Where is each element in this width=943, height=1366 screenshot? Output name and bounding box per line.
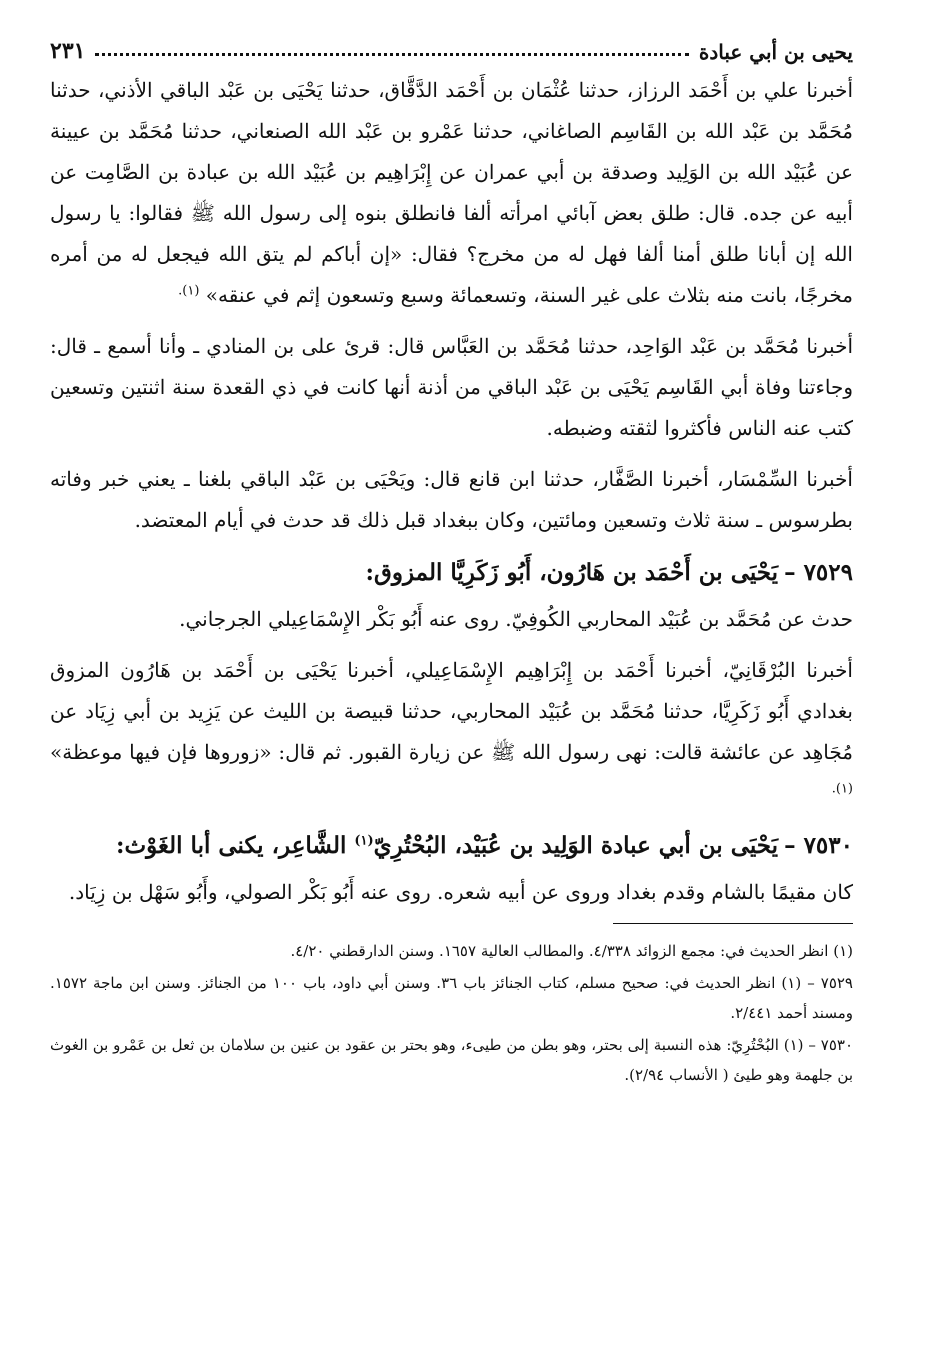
footnote-2: ٧٥٢٩ – (١) انظر الحديث في: صحيح مسلم، كتاب الجنائز باب ٣٦. وسنن أبي داود، باب ١٠٠ من الجنائز. وسنن ابن ماجة ١٥٧٢. ومسند أحمد ٢/٤٤١. <box>50 974 853 1022</box>
paragraph-1-text: أخبرنا علي بن أَحْمَد الرزاز، حدثنا عُثْمَان بن أَحْمَد الدَّقَّاق، حدثنا يَحْيَى بن عَبْد الباقي الأذني، حدثنا مُحَمَّد بن عَبْد الله بن القَاسِم الصاغاني، حدثنا عَمْرو بن عَبْد الله الصنعاني، حدثنا مُحَمَّد بن عيينة عن عُبَيْد الله بن الوَلِيد وصدقة بن أبي عمران عن إِبْرَاهِيم بن عُبَيْد الله بن عبادة بن الصَّامِت عن أبيه عن جده. قال: طلق بعض آبائي امرأته ألفا فانطلق بنوه إلى رسول الله ﷺ فقالوا: يا رسول الله إن أبانا طلق أمنا ألفا فهل له من مخرج؟ فقال: «إن أباكم لم يتق الله فيجعل له من أمره مخرجًا، بانت منه بثلاث على غير السنة، وتسعمائة وسبع وتسعون إثم في عنقه» <box>50 78 853 307</box>
book-page <box>50 30 853 1092</box>
paragraph-3: أخبرنا السِّمْسَار، أخبرنا الصَّفَّار، حدثنا ابن قانع قال: ويَحْيَى بن عَبْد الباقي بلغنا ـ يعني خبر وفاته بطرسوس ـ سنة ثلاث وتسعين ومائتين، وكان ببغداد قبل ذلك قد حدث في أيام المعتضد. <box>50 467 853 532</box>
entry-7529-number: ٧٥٢٩ – <box>784 559 853 586</box>
entry-7530-heading <box>50 824 853 868</box>
main-text <box>50 70 853 913</box>
paragraph-1 <box>50 70 853 316</box>
footnote-1: (١) انظر الحديث في: مجمع الزوائد ٤/٣٣٨. والمطالب العالية ١٦٥٧. وسنن الدارقطني ٤/٢٠. <box>290 942 853 960</box>
footnote-ref-2: (١). <box>831 781 853 797</box>
paragraph-5-text: أخبرنا البُرْقَانِيّ، أخبرنا أَحْمَد بن إِبْرَاهِيم الإِسْمَاعِيلي، أخبرنا يَحْيَى بن أَحْمَد بن هَارُون المزوق بغدادي أَبُو زَكَرِيَّا، حدثنا مُحَمَّد بن عُبَيْد المحاربي، حدثنا قبيصة بن الليث عن يَزِيد بن أبي زِيَاد عن مُجَاهِد عن عائشة قالت: نهى رسول الله ﷺ عن زيارة القبور. ثم قال: «زوروها فإن فيها موعظة» <box>50 658 853 764</box>
paragraph-6: كان مقيمًا بالشام وقدم بغداد وروى عن أبيه شعره. روى عنه أَبُو بَكْر الصولي، وأَبُو سَهْل بن زِيَاد. <box>68 880 853 904</box>
page-number: ٢٣١ <box>50 38 86 64</box>
footnote-3: ٧٥٣٠ – (١) البُحْتُرِيّ: هذه النسبة إلى بحتر، وهو بطن من طيىء، وهو بحتر بن عقود بن عنين بن سلامان بن ثعل بن عَمْرو بن الغوث بن جلهمة وهو طيئ ( الأنساب ٢/٩٤). <box>50 1036 854 1084</box>
entry-7530-title: يَحْيَى بن أبي عبادة الوَلِيد بن عُبَيْد، البُحْتُرِيّ <box>373 832 779 859</box>
footnote-ref-3: (١) <box>354 833 374 849</box>
running-title: يحيى بن أبي عبادة <box>698 40 853 64</box>
paragraph-5 <box>50 650 853 814</box>
paragraph-4: حدث عن مُحَمَّد بن عُبَيْد المحاربي الكُوفِيّ. روى عنه أَبُو بَكْر الإِسْمَاعِيلي الجرجاني. <box>179 607 853 631</box>
paragraph-2: أخبرنا مُحَمَّد بن عَبْد الوَاحِد، حدثنا مُحَمَّد بن العَبَّاس قال: قرئ على بن المنادي ـ وأنا أسمع ـ قال: وجاءتنا وفاة أبي القَاسِم يَحْيَى بن عَبْد الباقي من أذنة أنها كانت في ذي القعدة سنة اثنتين وتسعين كتب عنه الناس فأكثروا لثقته وضبطه. <box>50 334 853 440</box>
entry-7530-number: ٧٥٣٠ – <box>784 832 853 859</box>
page-header <box>50 30 853 64</box>
footnote-divider <box>613 923 853 924</box>
entry-7530-title-end: الشَّاعِر، يكنى أبا الغَوْث: <box>116 832 347 859</box>
footnotes <box>50 936 853 1090</box>
footnote-ref-1: (١). <box>178 283 200 299</box>
entry-7529-title: يَحْيَى بن أَحْمَد بن هَارُون، أَبُو زَكَرِيَّا المزوق: <box>365 559 779 586</box>
entry-7529-heading <box>50 551 853 595</box>
header-dots <box>95 53 688 56</box>
